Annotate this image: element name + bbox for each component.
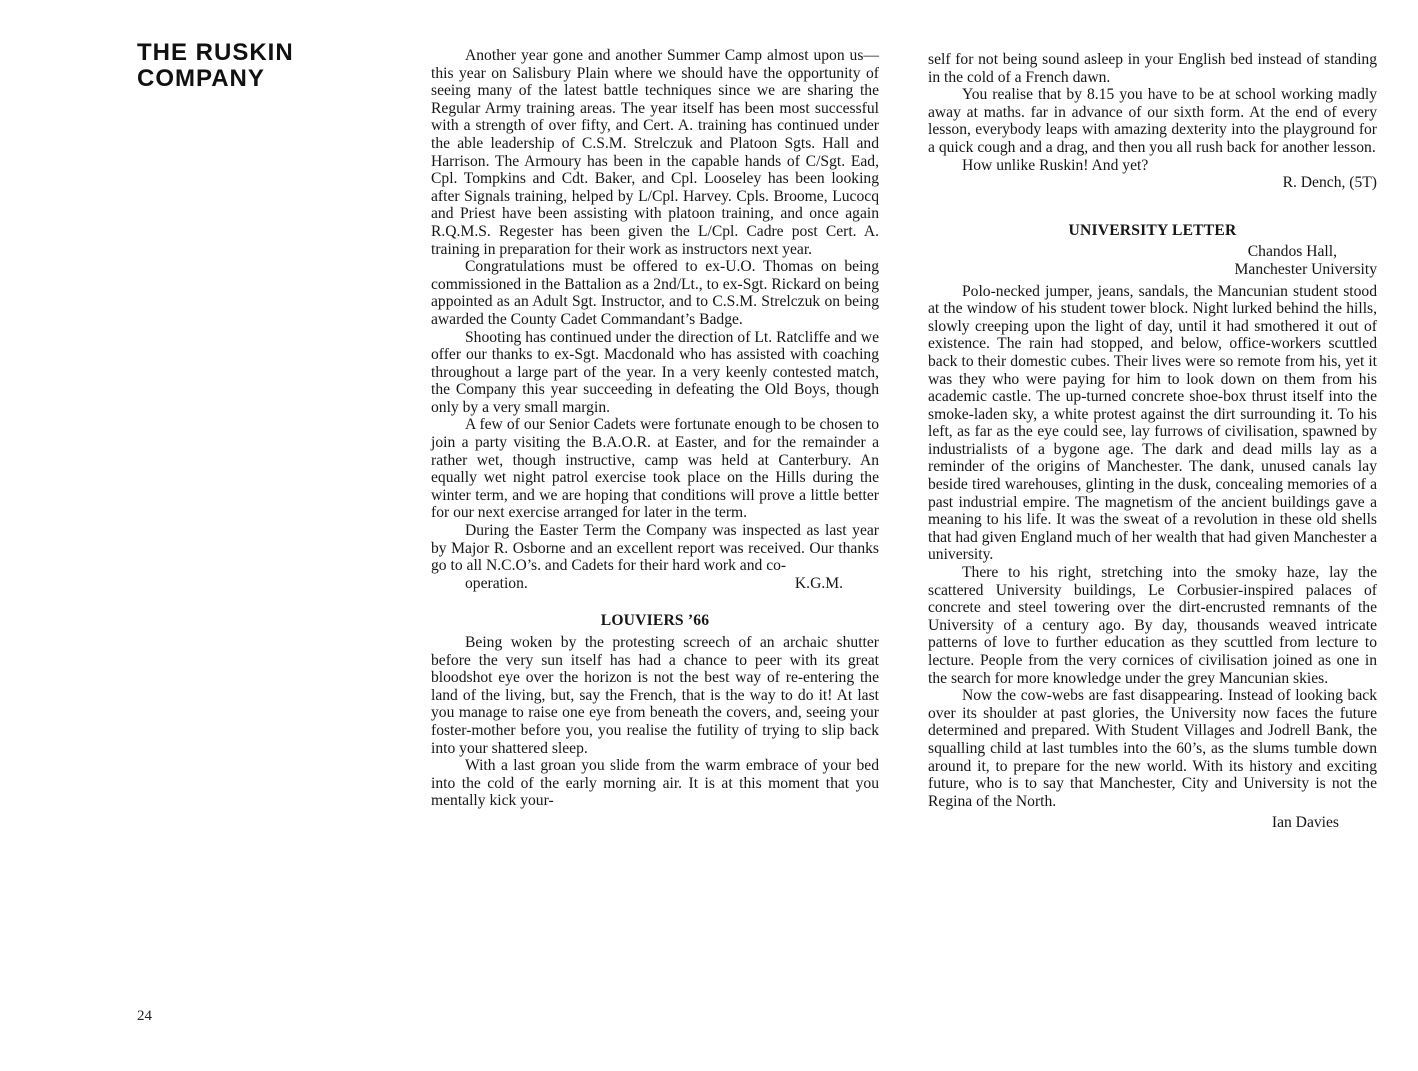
ruskin-paragraph-1: Another year gone and another Summer Camp almost upon us—this year on Salisbury Plain where we should have the opportunity of seeing many of the latest battle techniques since we are sharing the Regular Army training areas. The year itself has been most successful with a strength of over fifty, and Cert. A. training has continued under the able leadership of C.S.M. Strelczuk and Platoon Sgts. Hall and Harrison. The Armoury has been in the capable hands of C/Sgt. Ead, Cpl. Tompkins and Cdt. Baker, and Cpl. Looseley has been looking after Signals training, helped by L/Cpl. Harvey. Cpls. Broome, Lucocq and Priest have been assisting with platoon training, and once again R.Q.M.S. Regester has been given the L/Cpl. Cadre post Cert. A. training in preparation for their work as instructors next year. [431, 47, 879, 258]
ruskin-paragraph-4: A few of our Senior Cadets were fortunate enough to be chosen to join a party visiting the B.A.O.R. at Easter, and for the remainder a rather wet, though instructive, camp was held at Canterbury. An equally wet night patrol exercise took place on the Hills during the winter term, and we are hoping that conditions will prove a little better for our next exercise arranged for later in the term. [431, 416, 879, 522]
ruskin-paragraph-5-end: operation. [465, 574, 528, 592]
ruskin-paragraph-5: During the Easter Term the Company was inspected as last year by Major R. Osborne and an excellent report was received. Our thanks go to all N.C.O’s. and Cadets for their hard work and co- [431, 522, 879, 575]
university-letter-title: UNIVERSITY LETTER [1068, 221, 1237, 239]
louviers-signature: R. Dench, (5T) [1282, 174, 1377, 192]
louviers-paragraph-3: self for not being sound asleep in your English bed instead of standing in the cold of a French dawn. [928, 51, 1377, 86]
louviers-paragraph-5: How unlike Ruskin! And yet? [962, 156, 1149, 174]
louviers-paragraph-2: With a last groan you slide from the warm embrace of your bed into the cold of the early morning air. It is at this moment that you mentally kick your- [431, 757, 879, 810]
university-paragraph-1: Polo-necked jumper, jeans, sandals, the Mancunian student stood at the window of his student tower block. Night lurked behind the hills, slowly creeping upon the light of day, until it had smothered it out of existence. The rain had stopped, and below, office-workers scuttled back to their domestic cubes. Their lives were so remote from his, yet it was they who were paying for him to look down on them from his academic castle. The up-turned concrete shoe-box thrust itself into the smoke-laden sky, a white protest against the dirt surrounding it. To his left, as far as the eye could see, lay furrows of civilisation, spawned by industrialists of a bygone age. The dark and dead mills lay as a reminder of the origins of Manchester. The dank, unused canals lay beside tired warehouses, glinting in the dusk, concealing memories of a past industrial empire. The magnetism of the ancient buildings gave a meaning to his life. It was the sweat of a revolution in these old shells that had given England much of her wealth that had given Manchester a university. [928, 282, 1377, 564]
page-number: 24 [137, 1008, 152, 1024]
address-line-2: Manchester University [1234, 260, 1377, 278]
louviers-paragraph-4: You realise that by 8.15 you have to be at school working madly away at maths. far in advance of our sixth form. At the end of every lesson, everybody leaps with amazing dexterity into the playground for a quick cough and a drag, and then you all rush back for another lesson. [928, 86, 1377, 156]
address-line-1: Chandos Hall, [1247, 243, 1337, 261]
heading-line-2: COMPANY [137, 65, 265, 92]
louviers-paragraph-1: Being woken by the protesting screech of an archaic shutter before the very sun itself has had a chance to peer with its great bloodshot eye over the horizon is not the best way of re-entering the land of the living, but, say the French, that is the way to do it! At last you manage to raise one eye from beneath the covers, and, seeing your foster-mother before you, you realise the futility of trying to slip back into your shattered sleep. [431, 634, 879, 757]
section-gap [928, 192, 1377, 222]
university-signature: Ian Davies [1271, 814, 1339, 832]
ruskin-closing-line [431, 575, 879, 593]
ruskin-signature: K.G.M. [794, 574, 843, 592]
left-text-column [431, 47, 879, 810]
right-text-column [928, 51, 1377, 832]
university-paragraph-2: There to his right, stretching into the smoky haze, lay the scattered University buildings, Le Corbusier-inspired palaces of concrete and steel towering over the dirt-encrusted remnants of the University of a century ago. By day, thousands weaved intricate patterns of love to further education as they scuttled from lecture to lecture. People from the very cornices of civilisation joined as one in the search for more knowledge under the grey Mancunian skies. [928, 564, 1377, 687]
ruskin-paragraph-3: Shooting has continued under the direction of Lt. Ratcliffe and we offer our thanks to ex-Sgt. Macdonald who has assisted with coaching throughout a large part of the year. In a very keenly contested match, the Company this year succeeding in defeating the Old Boys, though only by a very small margin. [431, 328, 879, 416]
university-paragraph-3: Now the cow-webs are fast disappearing. Instead of looking back over its shoulder at past glories, the University now faces the future determined and prepared. With Student Villages and Jodrell Bank, the squalling child at last tumbles into the 60’s, as the slums tumble down around it, to prepare for the new world. With its history and exciting future, who is to say that Manchester, City and University is not the Regina of the North. [928, 687, 1377, 810]
louviers-title: LOUVIERS ’66 [600, 612, 710, 630]
heading-line-1: THE RUSKIN [137, 39, 294, 66]
ruskin-paragraph-2: Congratulations must be offered to ex-U.O. Thomas on being commissioned in the Battalion as a 2nd/Lt., to ex-Sgt. Rickard on being appointed as an Adult Sgt. Instructor, and to C.S.M. Strelczuk on being awarded the County Cadet Commandant’s Badge. [431, 258, 879, 328]
section-heading [137, 40, 397, 92]
